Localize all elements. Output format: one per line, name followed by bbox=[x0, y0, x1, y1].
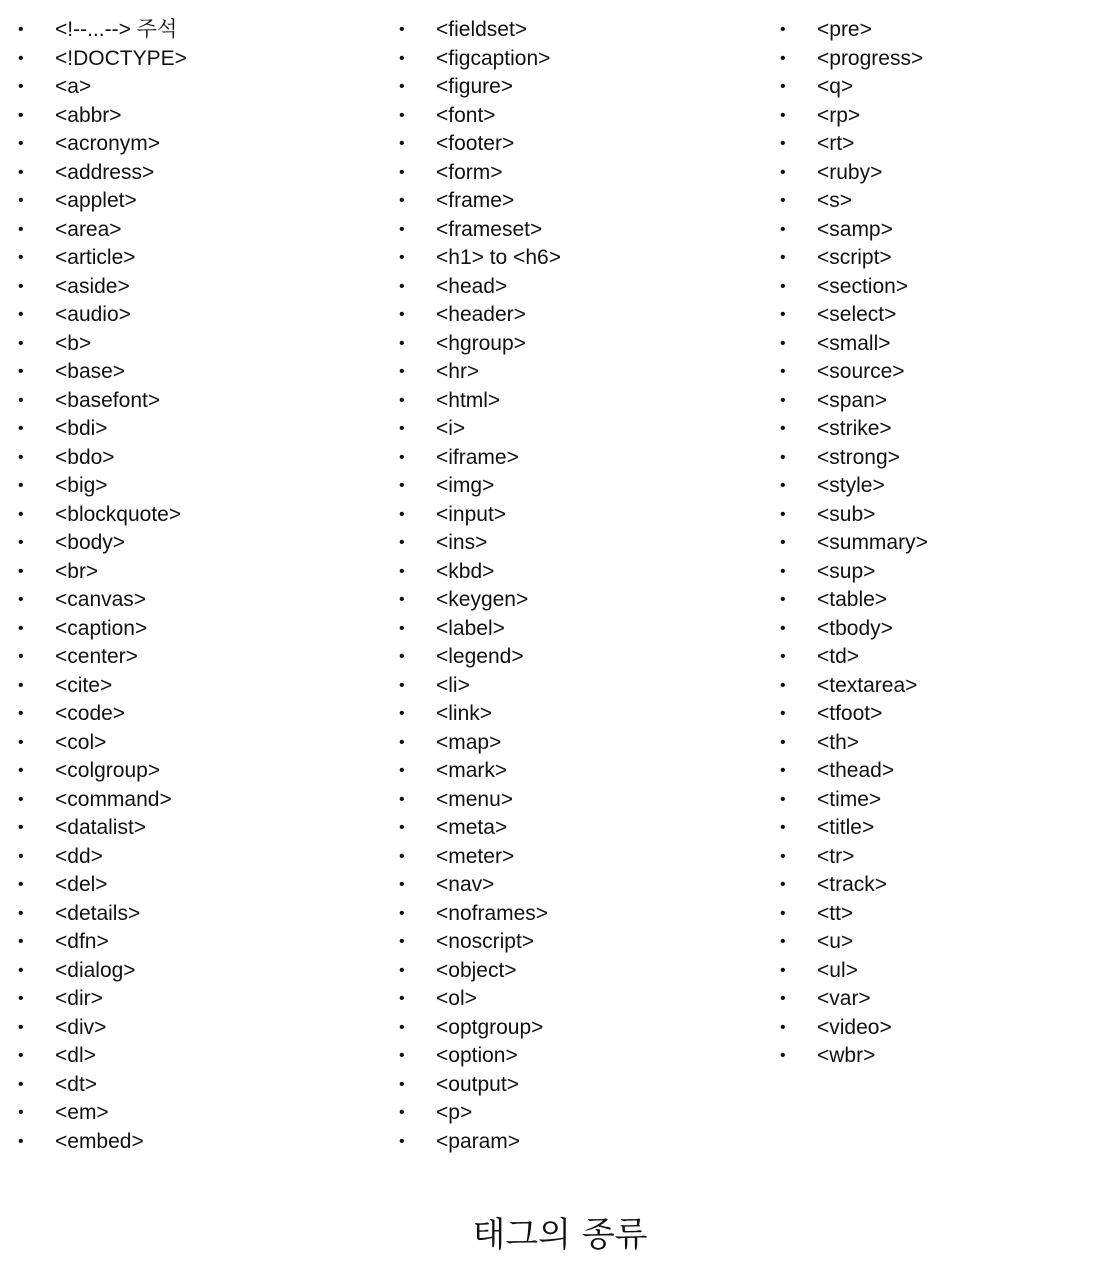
bullet-icon: • bbox=[399, 990, 405, 1007]
bullet-icon: • bbox=[399, 1075, 405, 1093]
tag-label: <input> bbox=[436, 502, 507, 526]
bullet-icon: • bbox=[399, 591, 405, 608]
tag-label: <html> bbox=[436, 388, 501, 412]
tag-label: <details> bbox=[55, 901, 141, 925]
tag-label: <title> bbox=[817, 816, 875, 839]
bullet-icon: • bbox=[780, 933, 786, 950]
tag-label: <nav> bbox=[436, 873, 495, 896]
tag-label: <label> bbox=[436, 616, 505, 640]
tag-label: <source> bbox=[817, 360, 905, 383]
tag-label: <h1> to <h6> bbox=[436, 246, 561, 269]
tag-label: <tr> bbox=[817, 844, 855, 868]
tag-label: <address> bbox=[55, 160, 155, 184]
tag-label: <ruby> bbox=[817, 160, 883, 184]
tag-label: <bdi> bbox=[55, 417, 108, 440]
bullet-icon: • bbox=[399, 249, 405, 266]
tag-label: <!--...--> 주석 bbox=[55, 18, 178, 41]
bullet-icon: • bbox=[399, 21, 405, 38]
bullet-icon: • bbox=[780, 220, 786, 238]
bullet-icon: • bbox=[399, 277, 405, 295]
tag-label: <dd> bbox=[55, 844, 103, 868]
tag-label: <command> bbox=[55, 787, 172, 811]
bullet-icon: • bbox=[18, 876, 24, 893]
tag-label: <del> bbox=[55, 873, 108, 896]
bullet-icon: • bbox=[399, 1047, 405, 1064]
tag-label: <object> bbox=[436, 958, 517, 982]
tag-label: <dfn> bbox=[55, 930, 109, 953]
tag-list-columns bbox=[0, 16, 1104, 1166]
bullet-icon: • bbox=[18, 819, 24, 836]
tag-label: <basefont> bbox=[55, 388, 161, 412]
tag-label: <th> bbox=[817, 730, 860, 754]
tag-label: <small> bbox=[817, 331, 891, 355]
tag-label: <thead> bbox=[817, 759, 895, 782]
bullet-icon: • bbox=[18, 220, 24, 238]
bullet-icon: • bbox=[780, 676, 786, 694]
tag-label: <p> bbox=[436, 1101, 473, 1124]
bullet-icon: • bbox=[399, 306, 405, 323]
tag-label: <div> bbox=[55, 1015, 107, 1039]
bullet-icon: • bbox=[780, 1047, 786, 1064]
tag-label: <sup> bbox=[817, 559, 876, 583]
bullet-icon: • bbox=[18, 790, 24, 808]
tag-label: <progress> bbox=[817, 46, 924, 70]
bullet-icon: • bbox=[780, 990, 786, 1007]
tag-label: <form> bbox=[436, 160, 503, 184]
bullet-icon: • bbox=[18, 933, 24, 950]
tag-label: <base> bbox=[55, 360, 126, 383]
tag-label: <section> bbox=[817, 274, 909, 298]
tag-label: <br> bbox=[55, 559, 99, 583]
bullet-icon: • bbox=[780, 192, 786, 209]
tag-label: <meter> bbox=[436, 844, 515, 868]
bullet-icon: • bbox=[18, 1104, 24, 1121]
bullet-icon: • bbox=[780, 876, 786, 893]
bullet-icon: • bbox=[399, 1132, 405, 1150]
bullet-icon: • bbox=[780, 648, 786, 665]
bullet-icon: • bbox=[18, 1132, 24, 1150]
bullet-icon: • bbox=[780, 733, 786, 751]
bullet-icon: • bbox=[399, 534, 405, 551]
bullet-icon: • bbox=[780, 762, 786, 779]
tag-label: <map> bbox=[436, 730, 502, 754]
bullet-icon: • bbox=[18, 1075, 24, 1093]
bullet-icon: • bbox=[780, 790, 786, 808]
bullet-icon: • bbox=[18, 762, 24, 779]
tag-label: <script> bbox=[817, 246, 892, 269]
tag-label: <hr> bbox=[436, 360, 480, 383]
bullet-icon: • bbox=[399, 1104, 405, 1121]
bullet-icon: • bbox=[780, 847, 786, 865]
bullet-icon: • bbox=[18, 363, 24, 380]
tag-label: <dir> bbox=[55, 987, 103, 1010]
tag-label: <big> bbox=[55, 474, 108, 497]
tag-label: <em> bbox=[55, 1101, 109, 1124]
bullet-icon: • bbox=[18, 192, 24, 209]
bullet-icon: • bbox=[399, 135, 405, 152]
tag-label: <link> bbox=[436, 702, 493, 725]
bullet-icon: • bbox=[399, 391, 405, 409]
tag-label: <s> bbox=[817, 189, 853, 212]
bullet-icon: • bbox=[399, 49, 405, 67]
tag-label: <hgroup> bbox=[436, 331, 526, 355]
tag-label: <wbr> bbox=[817, 1044, 876, 1067]
tag-label: <keygen> bbox=[436, 588, 529, 611]
bullet-icon: • bbox=[399, 192, 405, 209]
bullet-icon: • bbox=[18, 1018, 24, 1036]
tag-label: <header> bbox=[436, 303, 526, 326]
figure-caption: 태그의 종류 bbox=[472, 1215, 648, 1255]
tag-label: <tbody> bbox=[817, 616, 893, 640]
bullet-icon: • bbox=[18, 420, 24, 437]
tag-label: <sub> bbox=[817, 502, 876, 526]
tag-label: <rp> bbox=[817, 103, 861, 127]
tag-label: <track> bbox=[817, 873, 888, 896]
tag-label: <col> bbox=[55, 730, 107, 754]
tag-label: <li> bbox=[436, 673, 470, 697]
bullet-icon: • bbox=[18, 477, 24, 494]
tag-label: <summary> bbox=[817, 531, 928, 554]
bullet-icon: • bbox=[18, 1047, 24, 1064]
tag-label: <td> bbox=[817, 645, 860, 668]
bullet-icon: • bbox=[399, 505, 405, 523]
tag-label: <mark> bbox=[436, 759, 508, 782]
bullet-icon: • bbox=[780, 249, 786, 266]
bullet-icon: • bbox=[18, 135, 24, 152]
tag-label: <code> bbox=[55, 702, 126, 725]
tag-label: <table> bbox=[817, 588, 888, 611]
bullet-icon: • bbox=[18, 49, 24, 67]
tag-label: <center> bbox=[55, 645, 138, 668]
bullet-icon: • bbox=[18, 306, 24, 323]
tag-label: <tt> bbox=[817, 901, 854, 925]
bullet-icon: • bbox=[399, 819, 405, 836]
tag-label: <body> bbox=[55, 531, 126, 554]
bullet-icon: • bbox=[780, 21, 786, 38]
bullet-icon: • bbox=[18, 334, 24, 352]
bullet-icon: • bbox=[399, 420, 405, 437]
tag-label: <cite> bbox=[55, 673, 113, 697]
tag-label: <acronym> bbox=[55, 132, 161, 155]
tag-label: <ul> bbox=[817, 958, 858, 982]
bullet-icon: • bbox=[18, 163, 24, 181]
bullet-icon: • bbox=[399, 163, 405, 181]
bullet-icon: • bbox=[18, 21, 24, 38]
tag-label: <datalist> bbox=[55, 816, 147, 839]
tag-label: <canvas> bbox=[55, 588, 147, 611]
tag-label: <dt> bbox=[55, 1072, 98, 1096]
bullet-icon: • bbox=[780, 391, 786, 409]
tag-label: <font> bbox=[436, 103, 496, 127]
tag-label: <noscript> bbox=[436, 930, 535, 953]
tag-label: <param> bbox=[436, 1129, 521, 1153]
bullet-icon: • bbox=[780, 904, 786, 922]
bullet-icon: • bbox=[780, 277, 786, 295]
bullet-icon: • bbox=[399, 790, 405, 808]
bullet-icon: • bbox=[18, 648, 24, 665]
tag-label: <select> bbox=[817, 303, 897, 326]
bullet-icon: • bbox=[780, 1018, 786, 1036]
bullet-icon: • bbox=[18, 106, 24, 124]
bullet-icon: • bbox=[780, 448, 786, 466]
bullet-icon: • bbox=[399, 1018, 405, 1036]
tag-label: <caption> bbox=[55, 616, 148, 640]
bullet-icon: • bbox=[780, 163, 786, 181]
bullet-icon: • bbox=[780, 106, 786, 124]
bullet-icon: • bbox=[780, 420, 786, 437]
tag-label: <fieldset> bbox=[436, 18, 528, 41]
bullet-icon: • bbox=[18, 961, 24, 979]
bullet-icon: • bbox=[399, 363, 405, 380]
tag-label: <a> bbox=[55, 75, 92, 98]
bullet-icon: • bbox=[780, 477, 786, 494]
bullet-icon: • bbox=[18, 391, 24, 409]
tag-label: <audio> bbox=[55, 303, 131, 326]
tag-label: <u> bbox=[817, 930, 854, 953]
bullet-icon: • bbox=[780, 819, 786, 836]
bullet-icon: • bbox=[399, 477, 405, 494]
tag-label: <frame> bbox=[436, 189, 515, 212]
bullet-icon: • bbox=[399, 648, 405, 665]
tag-label: <b> bbox=[55, 331, 92, 355]
tag-label: <textarea> bbox=[817, 673, 918, 697]
tag-label: <dl> bbox=[55, 1044, 96, 1067]
bullet-icon: • bbox=[399, 78, 405, 95]
tag-label: <applet> bbox=[55, 189, 137, 212]
tag-label: <!DOCTYPE> bbox=[55, 46, 187, 70]
bullet-icon: • bbox=[780, 961, 786, 979]
bullet-icon: • bbox=[780, 49, 786, 67]
bullet-icon: • bbox=[399, 562, 405, 580]
bullet-icon: • bbox=[18, 733, 24, 751]
tag-label: <q> bbox=[817, 75, 854, 98]
bullet-icon: • bbox=[18, 591, 24, 608]
tag-label: <frameset> bbox=[436, 217, 543, 241]
bullet-icon: • bbox=[399, 619, 405, 637]
tag-label: <footer> bbox=[436, 132, 515, 155]
bullet-icon: • bbox=[18, 505, 24, 523]
bullet-icon: • bbox=[780, 363, 786, 380]
tag-label: <colgroup> bbox=[55, 759, 161, 782]
tag-label: <head> bbox=[436, 274, 508, 298]
bullet-icon: • bbox=[18, 619, 24, 637]
bullet-icon: • bbox=[399, 448, 405, 466]
tag-label: <blockquote> bbox=[55, 502, 182, 526]
bullet-icon: • bbox=[18, 448, 24, 466]
tag-label: <tfoot> bbox=[817, 702, 883, 725]
bullet-icon: • bbox=[780, 619, 786, 637]
tag-label: <span> bbox=[817, 388, 888, 412]
bullet-icon: • bbox=[399, 762, 405, 779]
bullet-icon: • bbox=[18, 534, 24, 551]
bullet-icon: • bbox=[18, 847, 24, 865]
tag-label: <legend> bbox=[436, 645, 524, 668]
tag-label: <pre> bbox=[817, 18, 872, 41]
bullet-icon: • bbox=[18, 705, 24, 722]
bullet-icon: • bbox=[18, 562, 24, 580]
tag-label: <ins> bbox=[436, 531, 488, 554]
bullet-icon: • bbox=[780, 591, 786, 608]
tag-label: <optgroup> bbox=[436, 1015, 544, 1039]
bullet-icon: • bbox=[18, 990, 24, 1007]
tag-label: <abbr> bbox=[55, 103, 122, 127]
bullet-icon: • bbox=[399, 933, 405, 950]
bullet-icon: • bbox=[399, 961, 405, 979]
bullet-icon: • bbox=[399, 220, 405, 238]
tag-label: <option> bbox=[436, 1044, 518, 1067]
bullet-icon: • bbox=[780, 505, 786, 523]
tag-label: <figcaption> bbox=[436, 46, 551, 70]
tag-label: <embed> bbox=[55, 1129, 144, 1153]
tag-label: <menu> bbox=[436, 787, 514, 811]
tag-label: <i> bbox=[436, 417, 466, 440]
tag-label: <samp> bbox=[817, 217, 893, 241]
bullet-icon: • bbox=[399, 676, 405, 694]
bullet-icon: • bbox=[18, 277, 24, 295]
bullet-icon: • bbox=[399, 847, 405, 865]
tag-label: <ol> bbox=[436, 987, 477, 1010]
bullet-icon: • bbox=[780, 306, 786, 323]
bullet-icon: • bbox=[18, 78, 24, 95]
tag-label: <time> bbox=[817, 787, 882, 811]
tag-label: <iframe> bbox=[436, 445, 519, 469]
bullet-icon: • bbox=[399, 334, 405, 352]
tag-label: <noframes> bbox=[436, 901, 549, 925]
tag-label: <var> bbox=[817, 987, 871, 1010]
tag-label: <img> bbox=[436, 474, 495, 497]
tag-label: <strong> bbox=[817, 445, 900, 469]
tag-label: <rt> bbox=[817, 132, 855, 155]
tag-label: <kbd> bbox=[436, 559, 495, 583]
tag-label: <area> bbox=[55, 217, 122, 241]
tag-label: <output> bbox=[436, 1072, 519, 1096]
bullet-icon: • bbox=[780, 334, 786, 352]
bullet-icon: • bbox=[399, 705, 405, 722]
bullet-icon: • bbox=[780, 135, 786, 152]
bullet-icon: • bbox=[18, 904, 24, 922]
tag-label: <bdo> bbox=[55, 445, 115, 469]
tag-label: <meta> bbox=[436, 816, 508, 839]
bullet-icon: • bbox=[780, 562, 786, 580]
tag-label: <strike> bbox=[817, 417, 892, 440]
bullet-icon: • bbox=[780, 78, 786, 95]
tag-label: <video> bbox=[817, 1015, 892, 1039]
bullet-icon: • bbox=[18, 676, 24, 694]
bullet-icon: • bbox=[18, 249, 24, 266]
bullet-icon: • bbox=[780, 705, 786, 722]
tag-label: <figure> bbox=[436, 75, 514, 98]
bullet-icon: • bbox=[399, 733, 405, 751]
bullet-icon: • bbox=[399, 106, 405, 124]
bullet-icon: • bbox=[399, 904, 405, 922]
tag-label: <aside> bbox=[55, 274, 130, 298]
tag-label: <article> bbox=[55, 246, 136, 269]
bullet-icon: • bbox=[399, 876, 405, 893]
bullet-icon: • bbox=[780, 534, 786, 551]
tag-label: <dialog> bbox=[55, 958, 136, 982]
tag-label: <style> bbox=[817, 474, 885, 497]
